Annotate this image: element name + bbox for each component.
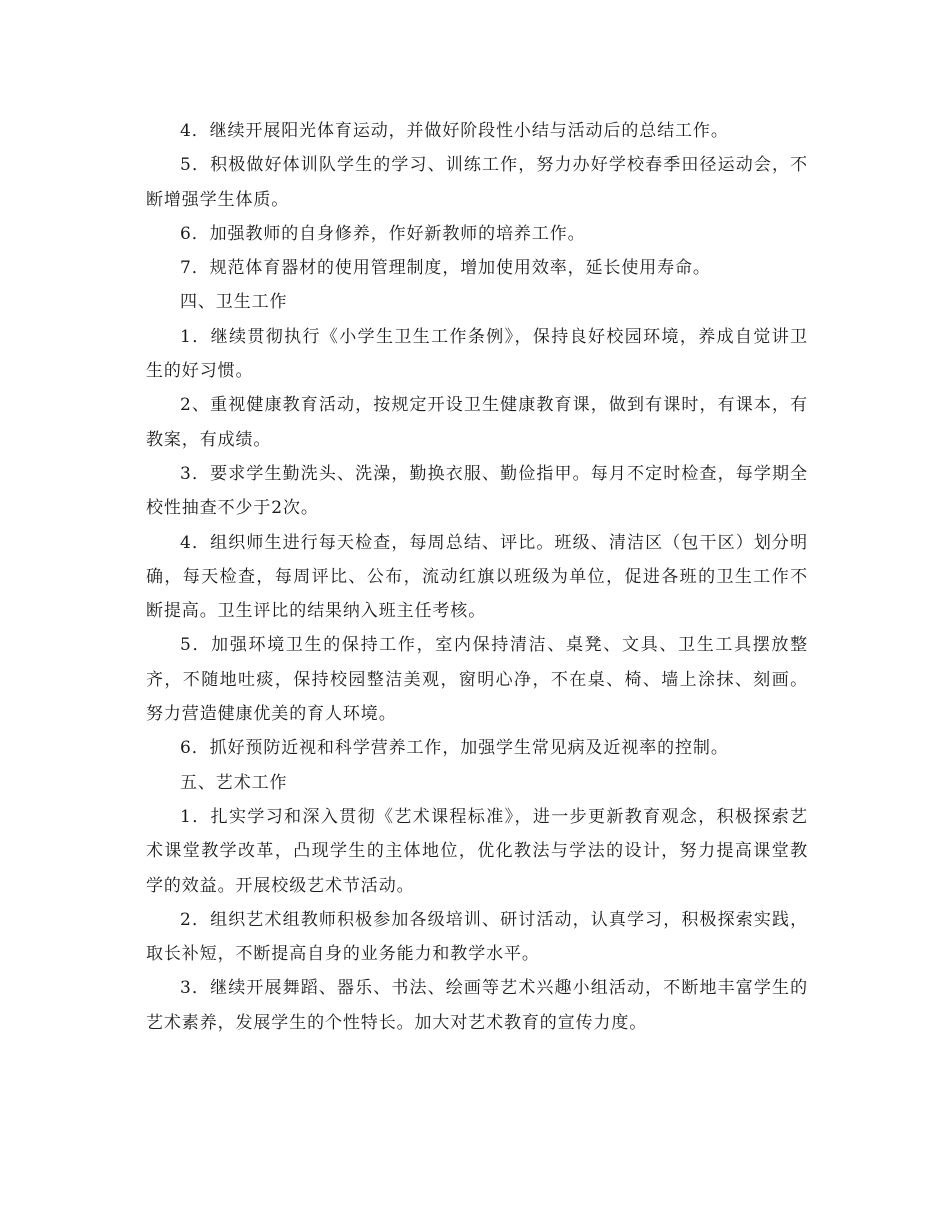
section-heading-art: 五、艺术工作 <box>180 772 288 793</box>
paragraph-art-1: 1．扎实学习和深入贯彻《艺术课程标准》，进一步更新教育观念，积极探索艺术课堂教学改革，凸现学生的主体地位，优化教法与学法的设计，努力提高课堂教学的效益。开展校级艺术节活动。 <box>146 806 808 896</box>
paragraph-hygiene-3: 3．要求学生勤洗头、洗澡，勤换衣服、勤俭指甲。每月不定时检查，每学期全校性抽查不少于2次。 <box>146 463 808 519</box>
paragraph-pe-6: 6．加强教师的自身修养，作好新教师的培养工作。 <box>180 223 586 244</box>
paragraph-hygiene-1: 1．继续贯彻执行《小学生卫生工作条例》，保持良好校园环境，养成自觉讲卫生的好习惯。 <box>146 326 808 382</box>
paragraph-hygiene-4: 4．组织师生进行每天检查，每周总结、评比。班级、清洁区（包干区）划分明确，每天检查，每周评比、公布，流动红旗以班级为单位，促进各班的卫生工作不断提高。卫生评比的结果纳入班主任考核。 <box>146 532 808 622</box>
section-heading-hygiene: 四、卫生工作 <box>180 292 288 313</box>
document-page <box>146 114 808 1040</box>
paragraph-hygiene-2: 2、重视健康教育活动，按规定开设卫生健康教育课，做到有课时，有课本，有教案，有成绩。 <box>146 395 808 450</box>
paragraph-pe-4: 4．继续开展阳光体育运动，并做好阶段性小结与活动后的总结工作。 <box>180 121 729 141</box>
paragraph-hygiene-5: 5．加强环境卫生的保持工作，室内保持清洁、桌凳、文具、卫生工具摆放整齐，不随地吐痰，保持校园整洁美观，窗明心净，不在桌、椅、墙上涂抹、刻画。努力营造健康优美的育人环境。 <box>146 635 808 725</box>
paragraph-pe-5: 5．积极做好体训队学生的学习、训练工作，努力办好学校春季田径运动会，不断增强学生体质。 <box>146 155 808 210</box>
paragraph-art-3: 3．继续开展舞蹈、器乐、书法、绘画等艺术兴趣小组活动，不断地丰富学生的艺术素养，发展学生的个性特长。加大对艺术教育的宣传力度。 <box>146 978 808 1033</box>
paragraph-hygiene-6: 6．抓好预防近视和科学营养工作，加强学生常见病及近视率的控制。 <box>180 738 729 759</box>
paragraph-pe-7: 7．规范体育器材的使用管理制度，增加使用效率，延长使用寿命。 <box>180 258 711 279</box>
paragraph-art-2: 2．组织艺术组教师积极参加各级培训、研讨活动，认真学习，积极探索实践，取长补短，不断提高自身的业务能力和教学水平。 <box>146 909 808 965</box>
